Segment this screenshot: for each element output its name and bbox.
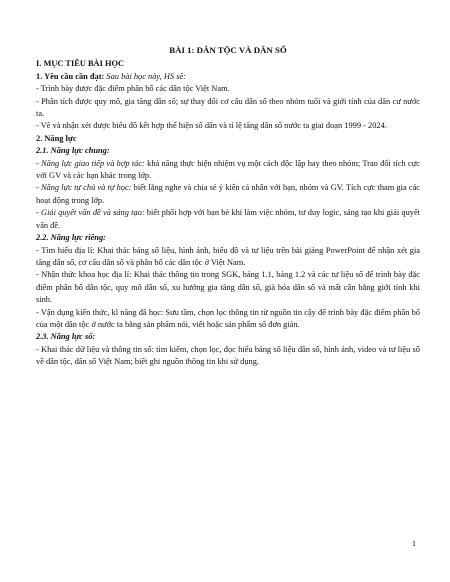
requirements-intro	[36, 71, 420, 83]
general-capacity-item	[36, 182, 420, 207]
general-capacity-label: - Năng lực tự chủ và tự học:	[36, 183, 132, 193]
requirement-item: - Vẽ và nhận xét được biểu đồ kết hợp thể hiện số dân và tỉ lệ tăng dân số nước ta giai đoạn 1999 - 2024.	[36, 121, 387, 131]
lesson-title: BÀI 1: DÂN TỘC VÀ DÂN SỐ	[169, 45, 287, 55]
specific-capacity-item: - Tìm hiểu địa lí: Khai thác bảng số liệu, hình ảnh, biểu đồ và tư liệu trên bài giảng PowerPoint để nhận xét gia tăng dân số, cơ cấu dân số và phân bố các dân tộc ở Việt Nam.	[36, 245, 420, 267]
requirement-item: - Phân tích được quy mô, gia tăng dân số; sự thay đổi cơ cấu dân số theo nhóm tuổi và giới tính của dân cư nước ta.	[36, 96, 420, 119]
page-number: 1	[412, 539, 416, 548]
general-capacity-label: - Năng lực giao tiếp và hợp tác:	[36, 158, 145, 168]
general-capacity-item	[36, 158, 420, 183]
requirements-label: 1. Yêu cầu cần đạt:	[36, 71, 105, 81]
digital-capacity-heading: 2.3. Năng lực số:	[36, 332, 96, 342]
requirements-intro-text: Sau bài học này, HS sẽ:	[106, 71, 186, 81]
general-capacity-label: - Giải quyết vấn đề và sáng tạo:	[36, 208, 145, 218]
page-content	[36, 44, 420, 369]
general-capacity-heading: 2.1. Năng lực chung:	[36, 146, 110, 156]
requirement-item: - Trình bày được đặc điểm phân bố các dân tộc Việt Nam.	[36, 84, 230, 94]
general-capacity-item	[36, 207, 420, 232]
general-capacity-text: biết phối hợp với bạn bè khi làm việc nhóm, tư duy logic, sáng tạo khi giải quyết vấn đề.	[36, 208, 420, 230]
specific-capacity-heading: 2.2. Năng lực riêng:	[36, 233, 106, 243]
general-capacity-text: biết lắng nghe và chia sẻ ý kiến cá nhân với bạn, nhóm và GV. Tích cực tham gia các hoạt động trong lớp.	[36, 183, 420, 205]
section-heading-objectives: I. MỤC TIÊU BÀI HỌC	[36, 59, 125, 69]
digital-capacity-item: - Khai thác dữ liệu và thông tin số: tìm kiếm, chọn lọc, đọc hiểu bảng số liệu dân số, hình ảnh, video và tư liệu số về dân tộc, dân số Việt Nam; biết ghi nguồn thông tin khi sử dụng.	[36, 344, 420, 367]
specific-capacity-item: - Nhận thức khoa học địa lí: Khai thác thông tin trong SGK, bảng 1.1, bảng 1.2 và các tư liệu số để trình bày đặc điểm phân bố dân tộc, quy mô dân số, xu hướng gia tăng dân số, già hóa dân số và mất cân bằng giới tính khi sinh.	[36, 270, 420, 305]
specific-capacity-item: - Vận dụng kiến thức, kĩ năng đã học: Sưu tầm, chọn lọc thông tin từ nguồn tin cậy để trình bày đặc điểm phân bố của một dân tộc ở nước ta bằng sản phẩm nói, viết hoặc sản phẩm số đơn giản.	[36, 307, 420, 329]
capacity-heading: 2. Năng lực	[36, 133, 77, 143]
general-capacity-text: khả năng thực hiện nhiệm vụ một cách độc lập hay theo nhóm; Trao đổi tích cực với GV và các bạn khác trong lớp.	[36, 158, 420, 181]
